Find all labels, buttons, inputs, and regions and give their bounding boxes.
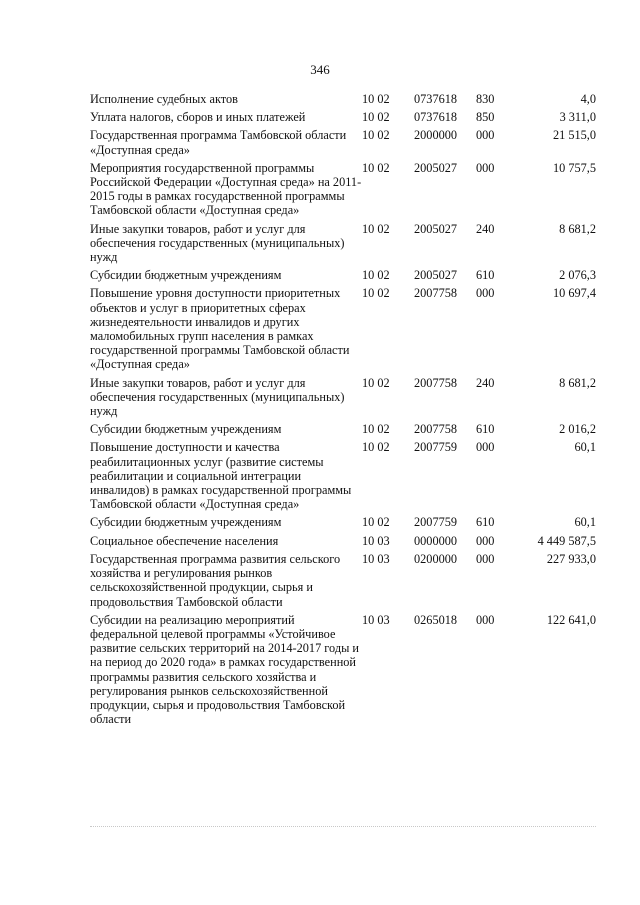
row-amount: 10 697,4: [552, 286, 596, 301]
row-target-code: 0200000: [414, 551, 458, 566]
row-amount: 8 681,2: [559, 375, 596, 390]
table-row: [90, 552, 596, 613]
row-section-code: 10 02: [362, 515, 390, 530]
row-expense-type: 610: [476, 268, 495, 283]
row-expense-type: 000: [476, 533, 495, 548]
row-name: Субсидии бюджетным учреждениям: [90, 422, 282, 437]
row-section-code: 10 02: [362, 422, 390, 437]
row-name: Уплата налогов, сборов и иных платежей: [90, 110, 306, 125]
row-amount: 3 311,0: [559, 110, 596, 125]
row-amount: 21 515,0: [552, 128, 596, 143]
table-row: [90, 422, 596, 440]
row-section-code: 10 02: [362, 92, 390, 106]
row-amount: 122 641,0: [546, 612, 596, 627]
budget-table-body: [90, 92, 596, 730]
row-amount: 10 757,5: [552, 160, 596, 175]
row-target-code: 0000000: [414, 533, 458, 548]
row-expense-type: 610: [476, 515, 495, 530]
row-expense-type: 000: [476, 128, 495, 143]
row-section-code: 10 02: [362, 268, 390, 283]
row-section-code: 10 02: [362, 375, 390, 390]
row-target-code: 2005027: [414, 160, 458, 175]
row-expense-type: 610: [476, 422, 495, 437]
row-section-code: 10 03: [362, 551, 390, 566]
row-amount: 4 449 587,5: [537, 533, 596, 548]
row-section-code: 10 02: [362, 110, 390, 125]
row-target-code: 0265018: [414, 612, 458, 627]
row-section-code: 10 02: [362, 286, 390, 301]
row-expense-type: 000: [476, 286, 495, 301]
row-amount: 60,1: [574, 440, 596, 455]
row-target-code: 2005027: [414, 221, 458, 236]
row-amount: 2 016,2: [559, 422, 596, 437]
row-target-code: 2005027: [414, 268, 458, 283]
row-section-code: 10 02: [362, 221, 390, 236]
row-expense-type: 830: [476, 92, 495, 106]
row-target-code: 2007759: [414, 515, 458, 530]
table-row: [90, 268, 596, 286]
row-target-code: 0737618: [414, 92, 458, 106]
row-amount: 8 681,2: [559, 221, 596, 236]
table-row: [90, 613, 596, 731]
table-row: [90, 222, 596, 269]
row-name: Мероприятия государственной программы Российской Федерации «Доступная среда» на 2011-2015 годы в рамках государственной программы Тамбовской области «Доступная среда»: [90, 160, 362, 218]
row-section-code: 10 03: [362, 533, 390, 548]
row-target-code: 2007758: [414, 422, 458, 437]
page-number: 346: [310, 62, 330, 77]
row-target-code: 0737618: [414, 110, 458, 125]
row-name: Субсидии бюджетным учреждениям: [90, 268, 282, 283]
row-target-code: 2000000: [414, 128, 458, 143]
row-name: Социальное обеспечение населения: [90, 533, 279, 548]
row-amount: 4,0: [580, 92, 596, 106]
row-section-code: 10 03: [362, 612, 390, 627]
row-name: Исполнение судебных актов: [90, 92, 238, 106]
row-expense-type: 000: [476, 551, 495, 566]
table-row: [90, 534, 596, 552]
table-row: [90, 376, 596, 423]
row-name: Субсидии бюджетным учреждениям: [90, 515, 282, 530]
row-target-code: 2007758: [414, 375, 458, 390]
row-name: Иные закупки товаров, работ и услуг для обеспечения государственных (муниципальных) нужд: [90, 221, 345, 265]
row-name: Повышение уровня доступности приоритетных объектов и услуг в приоритетных сферах жизнедеятельности инвалидов и других маломобильных групп населения в рамках государственной программы Тамбовской области «Доступная среда»: [90, 286, 350, 372]
row-expense-type: 000: [476, 612, 495, 627]
row-expense-type: 850: [476, 110, 495, 125]
row-name: Государственная программа Тамбовской области «Доступная среда»: [90, 128, 347, 157]
table-row: [90, 515, 596, 533]
budget-table: [90, 92, 596, 730]
table-row: [90, 440, 596, 515]
table-row: [90, 92, 596, 110]
row-section-code: 10 02: [362, 160, 390, 175]
page-bottom-divider: [90, 826, 596, 828]
row-expense-type: 240: [476, 375, 495, 390]
row-expense-type: 000: [476, 160, 495, 175]
row-amount: 60,1: [574, 515, 596, 530]
table-row: [90, 110, 596, 128]
row-name: Государственная программа развития сельского хозяйства и регулирования рынков сельскохозяйственной продукции, сырья и продовольствия Тамбовской области: [90, 551, 341, 609]
row-expense-type: 000: [476, 440, 495, 455]
row-amount: 227 933,0: [546, 551, 596, 566]
row-section-code: 10 02: [362, 128, 390, 143]
row-name: Субсидии на реализацию мероприятий федеральной целевой программы «Устойчивое развитие сельских территорий на 2014-2017 годы и на период до 2020 года» в рамках государственной программы развития сельского хозяйства и регулирования рынков сельскохозяйственной продукции, сырья и продовольствия Тамбовской области: [90, 612, 360, 727]
row-expense-type: 240: [476, 221, 495, 236]
row-target-code: 2007759: [414, 440, 458, 455]
row-section-code: 10 02: [362, 440, 390, 455]
row-target-code: 2007758: [414, 286, 458, 301]
table-row: [90, 128, 596, 160]
table-row: [90, 286, 596, 375]
table-row: [90, 161, 596, 222]
row-name: Повышение доступности и качества реабилитационных услуг (развитие системы реабилитации и социальной интеграции инвалидов) в рамках государственной программы Тамбовской области «Доступная среда»: [90, 440, 352, 512]
row-name: Иные закупки товаров, работ и услуг для обеспечения государственных (муниципальных) нужд: [90, 375, 345, 419]
row-amount: 2 076,3: [559, 268, 596, 283]
